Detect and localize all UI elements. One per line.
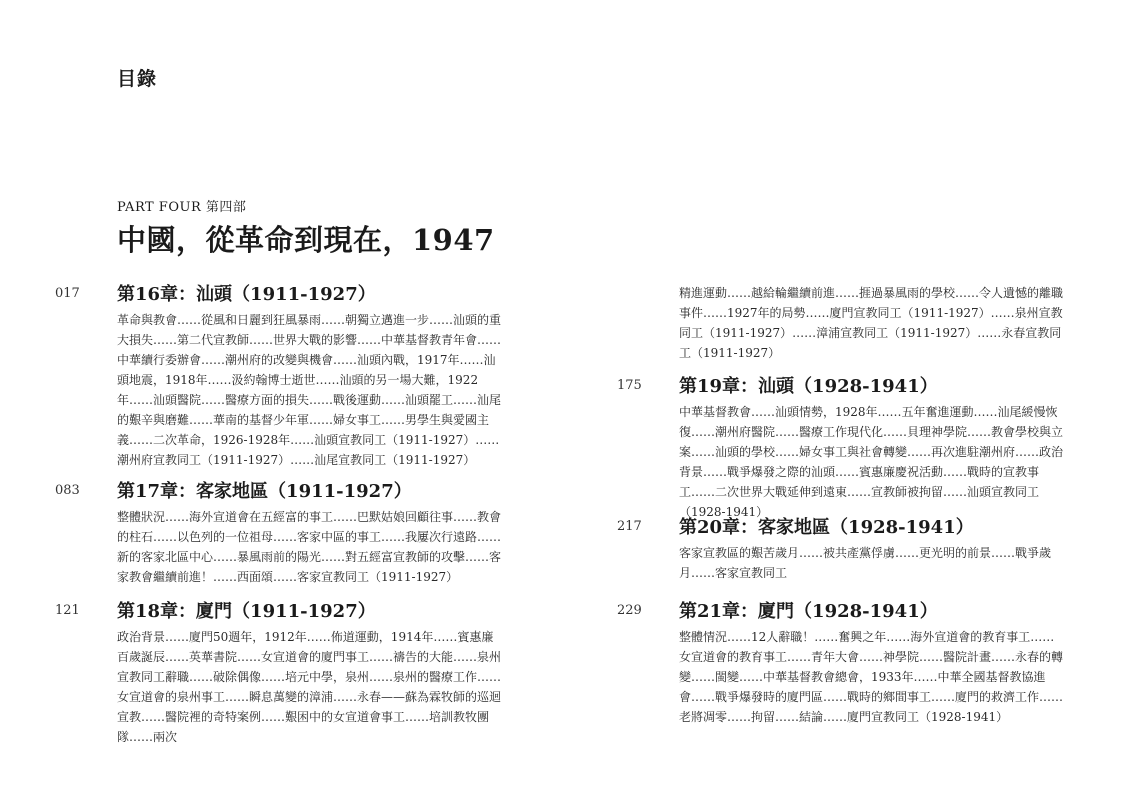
part-label: PART FOUR 第四部 — [117, 200, 247, 215]
chapter-summary: 中華基督教會……汕頭情勢，1928年……五年奮進運動……汕尾緩慢恢復……潮州府醫院……醫療工作現代化……貝理神學院……教會學校與立案……汕頭的學校……婦女事工與社會轉變……再次進駐潮州府……政治背景……戰爭爆發之際的汕頭……賓惠廉慶祝活動……戰時的宣教事工……二次世界大戰延伸到遠東……宣教師被拘留……汕頭宣教同工（1928-1941） — [679, 405, 1064, 519]
chapter-title: 第21章：廈門（1928-1941） — [679, 601, 938, 622]
part-title: 中國，從革命到現在，1947 — [117, 223, 495, 257]
toc-entry-ch18 — [55, 600, 637, 747]
chapter-summary: 政治背景……廈門50週年，1912年……佈道運動，1914年……賓惠廉百歲誕辰……英華書院……女宣道會的廈門事工……禱告的大能……泉州宣教同工辭職……破除偶像……培元中學，泉州……泉州的醫療工作……女宣道會的泉州事工……瞬息萬變的漳浦……永春——蘇為霖牧師的巡迴宣教……醫院裡的奇特案例……艱困中的女宣道會事工……培訓教牧團隊……兩次 — [117, 630, 502, 744]
page-number: 229 — [617, 603, 642, 618]
toc-heading: 目錄 — [117, 68, 158, 90]
chapter-summary: 整體情況……12人辭職！……奮興之年……海外宣道會的教育事工……女宣道會的教育事工……青年大會……神學院……醫院計畫……永春的轉變……閩變……中華基督教會總會，1933年……中華全國基督教協進會……戰爭爆發時的廈門區……戰時的鄉間事工……廈門的救濟工作……老將凋零……拘留……結論……廈門宣教同工（1928-1941） — [679, 630, 1064, 724]
toc-entry-ch16 — [55, 283, 637, 470]
page-number: 121 — [55, 603, 80, 618]
chapter-summary: 整體狀況……海外宣道會在五經富的事工……巴默姑娘回顧往事……教會的柱石……以色列的一位祖母……客家中區的事工……我屢次行遠路……新的客家北區中心……暴風雨前的陽光……對五經富宣教師的攻擊……客家教會繼續前進！……西面頌……客家宣教同工（1911-1927） — [117, 510, 502, 584]
page-number: 175 — [617, 378, 642, 393]
chapter-summary: 客家宣教區的艱苦歲月……被共產黨俘虜……更光明的前景……戰爭歲月……客家宣教同工 — [679, 546, 1052, 580]
chapter-title: 第18章：廈門（1911-1927） — [117, 601, 376, 622]
toc-entry-ch19 — [617, 375, 1127, 522]
chapter-title: 第19章：汕頭（1928-1941） — [679, 376, 938, 397]
toc-entry-ch17 — [55, 480, 637, 587]
page-number: 017 — [55, 286, 80, 301]
chapter-summary: 革命與教會……從風和日麗到狂風暴雨……朝獨立邁進一步……汕頭的重大損失……第二代宣教師……世界大戰的影響……中華基督教青年會……中華續行委辦會……潮州府的改變與機會……汕頭內戰，1917年……汕頭地震，1918年……汲約翰博士逝世……汕頭的另一場大難，1922年……汕頭醫院……醫療方面的損失……戰後運動……汕頭罷工……汕尾的艱辛與磨難……華南的基督少年軍……婦女事工……男學生與愛國主義……二次革命，1926-1928年……汕頭宣教同工（1911-1927）……潮州府宣教同工（1911-1927）……汕尾宣教同工（1911-1927） — [117, 313, 502, 467]
page-number: 217 — [617, 519, 642, 534]
chapter-title: 第17章：客家地區（1911-1927） — [117, 481, 412, 502]
chapter-title: 第20章：客家地區（1928-1941） — [679, 517, 974, 538]
chapter-title: 第16章：汕頭（1911-1927） — [117, 284, 376, 305]
page-number: 083 — [55, 483, 80, 498]
toc-entry-ch20 — [617, 516, 1127, 583]
toc-entry-ch21 — [617, 600, 1127, 727]
chapter-summary-continued: 精進運動……越給輪繼續前進……捱過暴風雨的學校……令人遺憾的離職事件……1927年的局勢……廈門宣教同工（1911-1927）……泉州宣教同工（1911-1927）……漳浦宣教同工（1911-1927）……永春宣教同工（1911-1927） — [679, 286, 1064, 360]
